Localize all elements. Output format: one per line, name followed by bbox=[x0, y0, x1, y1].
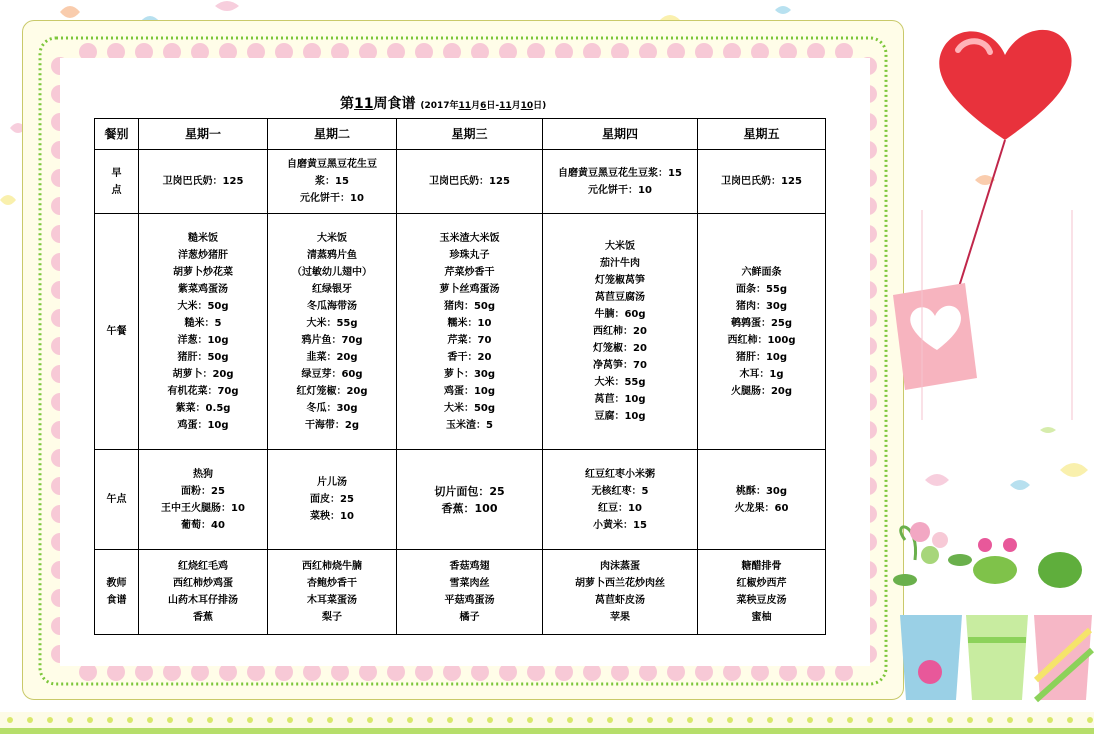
menu-item: 平菇鸡蛋汤 bbox=[444, 595, 495, 606]
menu-item: 香干：20 bbox=[447, 351, 492, 363]
menu-item: 清蒸鸦片鱼 bbox=[307, 249, 357, 261]
menu-item: 莴苣虾皮汤 bbox=[595, 595, 645, 606]
menu-item: 木耳：1g bbox=[739, 368, 784, 380]
menu-item: 火腿肠：20g bbox=[730, 385, 793, 397]
menu-cell-tuesday bbox=[268, 150, 397, 214]
menu-item: 糙米饭 bbox=[188, 232, 218, 244]
menu-item: 鸡蛋：10g bbox=[177, 419, 229, 431]
header-friday: 星期五 bbox=[698, 119, 826, 150]
menu-item: 自磨黄豆黑豆花生豆 bbox=[287, 159, 377, 170]
menu-cell-thursday bbox=[543, 550, 698, 635]
menu-cell-wednesday bbox=[397, 214, 543, 450]
menu-item: 切片面包：25 bbox=[434, 484, 505, 498]
menu-item: 萝卜：30g bbox=[443, 368, 496, 380]
menu-item: 卫岗巴氏奶：125 bbox=[721, 176, 802, 187]
menu-item: 小黄米：15 bbox=[593, 519, 647, 531]
menu-item: 韭菜：20g bbox=[306, 351, 358, 363]
menu-item: 洋葱：10g bbox=[177, 334, 229, 346]
menu-item: 紫菜鸡蛋汤 bbox=[178, 283, 228, 295]
menu-item: 猪肝：10g bbox=[735, 351, 788, 363]
row-label-text: 早 bbox=[111, 167, 122, 179]
menu-cell-friday bbox=[698, 150, 826, 214]
menu-item: 有机花菜：70g bbox=[167, 385, 239, 397]
row-teacher-menu bbox=[95, 550, 826, 635]
menu-item: 西红柿烧牛腩 bbox=[302, 561, 362, 572]
menu-item: 红绿银牙 bbox=[312, 283, 352, 295]
row-label bbox=[95, 450, 139, 550]
title-suffix: 周食谱 bbox=[373, 96, 416, 112]
menu-item: 菜秧：10 bbox=[310, 511, 354, 522]
menu-item: 洋葱炒猪肝 bbox=[178, 249, 228, 261]
menu-cell-friday bbox=[698, 550, 826, 635]
menu-cell-thursday bbox=[543, 450, 698, 550]
menu-item: 木耳菜蛋汤 bbox=[307, 595, 357, 606]
title-prefix: 第 bbox=[340, 96, 354, 112]
menu-cell-monday bbox=[139, 550, 268, 635]
row-label-text: 午点 bbox=[106, 494, 127, 505]
menu-item: 面粉：25 bbox=[181, 485, 225, 497]
header-monday: 星期一 bbox=[139, 119, 268, 150]
menu-item: 大米：55g bbox=[594, 377, 646, 388]
menu-item: 鸡蛋：10g bbox=[443, 385, 496, 397]
weekly-menu-table bbox=[94, 118, 826, 635]
menu-item: 冬瓜海带汤 bbox=[307, 300, 357, 312]
menu-item: 六鲜面条 bbox=[741, 266, 782, 278]
menu-item: 灯笼椒莴笋 bbox=[595, 275, 645, 286]
date-prefix: (2017年 bbox=[420, 101, 459, 111]
row-snack bbox=[95, 450, 826, 550]
menu-item: 大米：50g bbox=[177, 300, 229, 312]
row-label-text: 午餐 bbox=[106, 326, 127, 337]
date-month-end: 11 bbox=[499, 101, 512, 111]
menu-item: 大米：55g bbox=[306, 317, 358, 329]
row-lunch bbox=[95, 214, 826, 450]
menu-item: 苹果 bbox=[610, 612, 630, 623]
menu-item: 西红柿炒鸡蛋 bbox=[173, 578, 233, 589]
menu-item: 胡萝卜：20g bbox=[172, 368, 234, 380]
menu-item: 元化饼干：10 bbox=[300, 193, 364, 204]
table-header-row bbox=[95, 119, 826, 150]
menu-item: 猪肉：30g bbox=[735, 300, 788, 312]
menu-item: 豆腐：10g bbox=[594, 411, 646, 422]
menu-item: 莴苣豆腐汤 bbox=[595, 292, 645, 303]
menu-item: 猪肝：50g bbox=[177, 351, 229, 363]
title-date-range: (2017年11月6日-11月10日) bbox=[420, 101, 547, 111]
date-suffix: 日) bbox=[533, 101, 547, 111]
menu-item: 卫岗巴氏奶：125 bbox=[429, 176, 510, 187]
menu-item: 牛腩：60g bbox=[594, 309, 646, 320]
menu-item: 香蕉 bbox=[193, 612, 213, 623]
menu-item: 面皮：25 bbox=[310, 494, 354, 505]
menu-item: 葡萄：40 bbox=[181, 519, 225, 531]
menu-item: 冬瓜：30g bbox=[306, 402, 358, 414]
menu-item: 热狗 bbox=[193, 468, 213, 480]
menu-cell-monday bbox=[139, 214, 268, 450]
menu-item: 红豆红枣小米粥 bbox=[585, 468, 655, 480]
menu-item: 香蕉：100 bbox=[441, 501, 498, 515]
menu-item: 面条：55g bbox=[735, 283, 788, 295]
menu-cell-tuesday bbox=[268, 550, 397, 635]
menu-item: 莴苣：10g bbox=[594, 394, 646, 405]
menu-cell-tuesday bbox=[268, 214, 397, 450]
menu-item: 红烧红毛鸡 bbox=[178, 561, 228, 572]
row-label bbox=[95, 550, 139, 635]
menu-cell-friday bbox=[698, 450, 826, 550]
menu-item: 干海带：2g bbox=[304, 419, 360, 431]
menu-item: 浆：15 bbox=[315, 176, 349, 187]
menu-item: 山药木耳仔排汤 bbox=[168, 595, 238, 606]
menu-cell-wednesday bbox=[397, 150, 543, 214]
row-label-text: 教师 bbox=[106, 578, 127, 589]
menu-item: 鸦片鱼：70g bbox=[301, 334, 363, 346]
menu-cell-monday bbox=[139, 450, 268, 550]
header-thursday: 星期四 bbox=[543, 119, 698, 150]
title-week-number: 11 bbox=[354, 96, 374, 112]
menu-cell-thursday bbox=[543, 150, 698, 214]
menu-item: 蜜柚 bbox=[751, 612, 772, 623]
date-day-start: 6 bbox=[480, 101, 487, 111]
menu-title bbox=[340, 93, 546, 113]
menu-item: 胡萝卜西兰花炒肉丝 bbox=[575, 578, 665, 589]
menu-item: 肉沫蒸蛋 bbox=[600, 561, 640, 572]
row-label bbox=[95, 214, 139, 450]
menu-item: 自磨黄豆黑豆花生豆浆：15 bbox=[558, 167, 682, 179]
header-wednesday: 星期三 bbox=[397, 119, 543, 150]
date-separator: 日- bbox=[486, 101, 500, 111]
menu-item: 香菇鸡翅 bbox=[449, 561, 490, 572]
menu-item: 猪肉：50g bbox=[443, 300, 496, 312]
menu-item: 火龙果：60 bbox=[734, 502, 789, 514]
menu-item: 大米饭 bbox=[317, 232, 347, 244]
date-day-end: 10 bbox=[520, 101, 534, 111]
menu-item: 糯米：10 bbox=[447, 317, 492, 329]
menu-item: 梨子 bbox=[322, 612, 342, 623]
menu-item: 卫岗巴氏奶：125 bbox=[162, 176, 244, 187]
menu-item: 西红柿：100g bbox=[727, 334, 796, 346]
menu-item: 鹌鹑蛋：25g bbox=[730, 317, 793, 329]
menu-cell-friday bbox=[698, 214, 826, 450]
menu-cell-wednesday bbox=[397, 450, 543, 550]
menu-item: 雪菜肉丝 bbox=[449, 578, 490, 589]
row-label-text: 点 bbox=[111, 184, 122, 196]
menu-item: 西红柿：20 bbox=[593, 326, 647, 337]
menu-item: 红豆：10 bbox=[598, 502, 642, 514]
row-label-text: 食谱 bbox=[106, 595, 127, 606]
header-tuesday: 星期二 bbox=[268, 119, 397, 150]
menu-item: 元化饼干：10 bbox=[588, 184, 652, 196]
date-month-start: 11 bbox=[458, 101, 472, 111]
menu-item: 糖醋排骨 bbox=[741, 561, 782, 572]
row-breakfast bbox=[95, 150, 826, 214]
menu-cell-tuesday bbox=[268, 450, 397, 550]
menu-item: 玉米渣：5 bbox=[446, 419, 493, 431]
menu-item: 玉米渣大米饭 bbox=[439, 232, 500, 244]
menu-cell-thursday bbox=[543, 214, 698, 450]
menu-item: 胡萝卜炒花菜 bbox=[173, 266, 233, 278]
menu-item: 桃酥：30g bbox=[735, 485, 788, 497]
row-label bbox=[95, 150, 139, 214]
menu-item: 茄汁牛肉 bbox=[600, 258, 640, 269]
menu-item: 菜秧豆皮汤 bbox=[736, 595, 787, 606]
menu-item: 净莴笋：70 bbox=[593, 360, 647, 371]
menu-item: 王中王火腿肠：10 bbox=[161, 502, 245, 514]
menu-item: 珍珠丸子 bbox=[449, 249, 490, 261]
header-meal-type: 餐别 bbox=[95, 119, 139, 150]
menu-item: 杏鲍炒香干 bbox=[307, 578, 357, 589]
menu-item: 萝卜丝鸡蛋汤 bbox=[439, 283, 500, 295]
menu-cell-monday bbox=[139, 150, 268, 214]
menu-item: 红灯笼椒：20g bbox=[296, 385, 368, 397]
menu-item: 大米饭 bbox=[605, 241, 635, 252]
menu-item: 灯笼椒：20 bbox=[593, 343, 647, 354]
menu-cell-wednesday bbox=[397, 550, 543, 635]
menu-item: 绿豆芽：60g bbox=[301, 368, 363, 380]
menu-item: 紫菜：0.5g bbox=[175, 402, 231, 414]
menu-item: 无核红枣：5 bbox=[591, 485, 649, 497]
menu-item: 橘子 bbox=[459, 612, 480, 623]
menu-item: 大米：50g bbox=[443, 402, 496, 414]
menu-item: 红椒炒西芹 bbox=[736, 578, 787, 589]
menu-item: 糙米：5 bbox=[184, 317, 222, 329]
menu-item: 片儿汤 bbox=[317, 477, 347, 488]
menu-item: 芹菜：70 bbox=[447, 334, 492, 346]
menu-item: 芹菜炒香干 bbox=[444, 266, 495, 278]
menu-item: （过敏幼儿翅中） bbox=[292, 266, 372, 278]
